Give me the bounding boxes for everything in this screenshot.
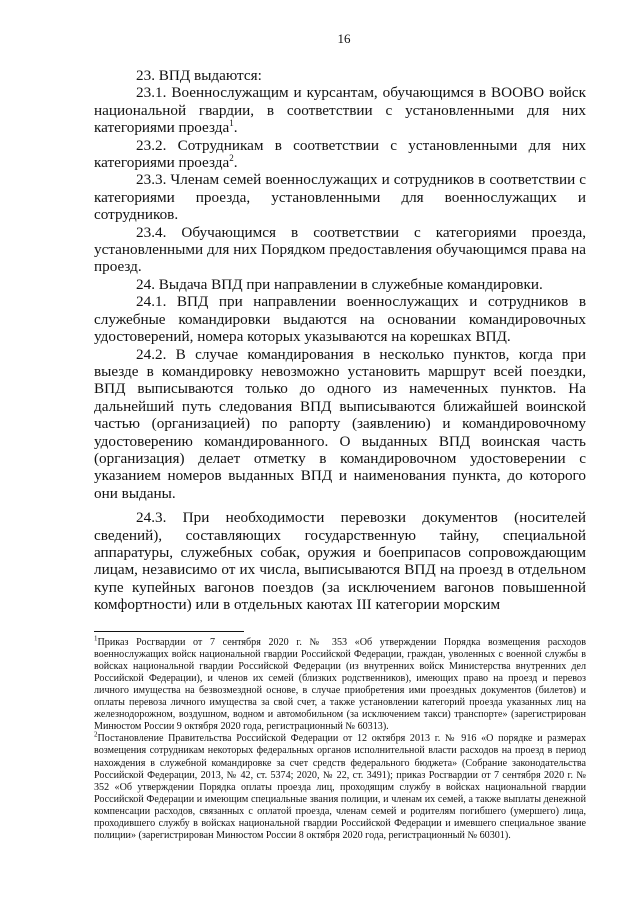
paragraph-24-3: 24.3. При необходимости перевозки документов (носителей сведений), составляющих государственную тайну, специальной аппаратуры, служебных собак, оружия и боеприпасов сопровождающим лицам, независимо от их числа, выписываются ВПД на проезд в отдельном купе купейных вагонов поездов (за исключением вагонов повышенной комфортности) или в отдельных каютах III категории морским bbox=[94, 509, 586, 614]
paragraph-23-3: 23.3. Членам семей военнослужащих и сотрудников в соответствии с категориями проезда, установленными для военнослужащих и сотрудников. bbox=[94, 171, 586, 224]
footnote-2-text: Постановление Правительства Российской Федерации от 12 октября 2013 г. № 916 «О порядке и размерах возмещения сотрудникам некоторых федеральных органов исполнительной власти расходов на проезд в период нахождения в служебной командировке за счет средств федерального бюджета» (Собрание законодательства Российской Федерации, 2013, № 42, ст. 5374; 2020, № 22, ст. 3491); приказ Росгвардии от 7 сентября 2020 г. № 352 «Об утверждении Порядка оплаты проезда лиц, проходящим службу в войсках национальной гвардии Российской Федерации и имеющим специальные звания полиции, и членам их семей, а также выплаты денежной компенсации расходов, связанных с оплатой проезда, членам семей и родителям погибшего (умершего) лица, проходившего службу в войсках национальной гвардии Российской Федерации и имевшего специальное звание полиции» (зарегистрирован Минюстом России 8 октября 2020 года, регистрационный № 60301). bbox=[94, 733, 586, 842]
footnote-1-text: Приказ Росгвардии от 7 сентября 2020 г. № 353 «Об утверждении Порядка возмещения расходов военнослужащих войск национальной гвардии Российской Федерации, граждан, уволенных с военной службы в войсках национальной гвардии Российской Федерации (из внутренних войск Министерства внутренних дел Российской Федерации), и членов их семей (близких родственников), имеющих право на проезд и перевоз личного имущества на безвозмездной основе, в случае приобретения ими проездных документов (билетов) и оплаты перевоза личного имущества за свой счет, а также установлении категорий проезда указанных лиц на железнодорожном, воздушном, водном и автомобильном (за исключением такси) транспорте» (зарегистрирован Минюстом России 9 октября 2020 года, регистрационный № 60313). bbox=[94, 636, 586, 733]
paragraph-23-2-tail: . bbox=[233, 154, 238, 172]
footnote-ref-2: 2 bbox=[229, 152, 234, 163]
paragraph-23-2 bbox=[94, 137, 586, 172]
paragraph-24-2: 24.2. В случае командирования в несколько пунктов, когда при выезде в командировку невозможно установить маршрут всей поездки, ВПД выписываются только до одного из намеченных пунктов. На дальнейший путь следования ВПД выписываются ближайшей воинской частью (организацией) по рапорту (заявлению) и командировочному удостоверению командированного. О выданных ВПД воинская часть (организация) делает отметку в командировочном удостоверении с указанием номеров выданных ВПД и наименования пункта, до которого они выданы. bbox=[94, 345, 586, 502]
paragraph-23-1-text: 23.1. Военнослужащим и курсантам, обучающимся в ВООВО войск национальной гвардии, в соответствии с установленными для них категориями проезда bbox=[94, 84, 586, 137]
footnotes bbox=[94, 634, 586, 843]
paragraph-23-4: 23.4. Обучающимся в соответствии с категориями проезда, установленными для них Порядком предоставления обучающимся права на проезд. bbox=[94, 223, 586, 276]
footnote-1 bbox=[94, 634, 586, 734]
footnote-ref-1: 1 bbox=[229, 118, 234, 129]
footnote-1-mark: 1 bbox=[94, 634, 98, 643]
paragraph-23: 23. ВПД выдаются: bbox=[136, 67, 262, 84]
main-text bbox=[94, 67, 586, 614]
footnote-2-mark: 2 bbox=[94, 730, 98, 739]
page-number: 16 bbox=[337, 31, 351, 46]
paragraph-23-1 bbox=[94, 84, 586, 136]
footnote-2 bbox=[94, 730, 586, 842]
paragraph-24: 24. Выдача ВПД при направлении в служебные командировки. bbox=[136, 275, 543, 293]
paragraph-23-2-text: 23.2. Сотрудникам в соответствии с установленными для них категориями проезда bbox=[94, 136, 586, 172]
paragraph-24-1: 24.1. ВПД при направлении военнослужащих и сотрудников в служебные командировки выдаются на основании командировочных удостоверений, номера которых указываются на корешках ВПД. bbox=[94, 293, 586, 346]
footnote-separator bbox=[94, 631, 244, 632]
paragraph-23-1-tail: . bbox=[233, 119, 238, 137]
